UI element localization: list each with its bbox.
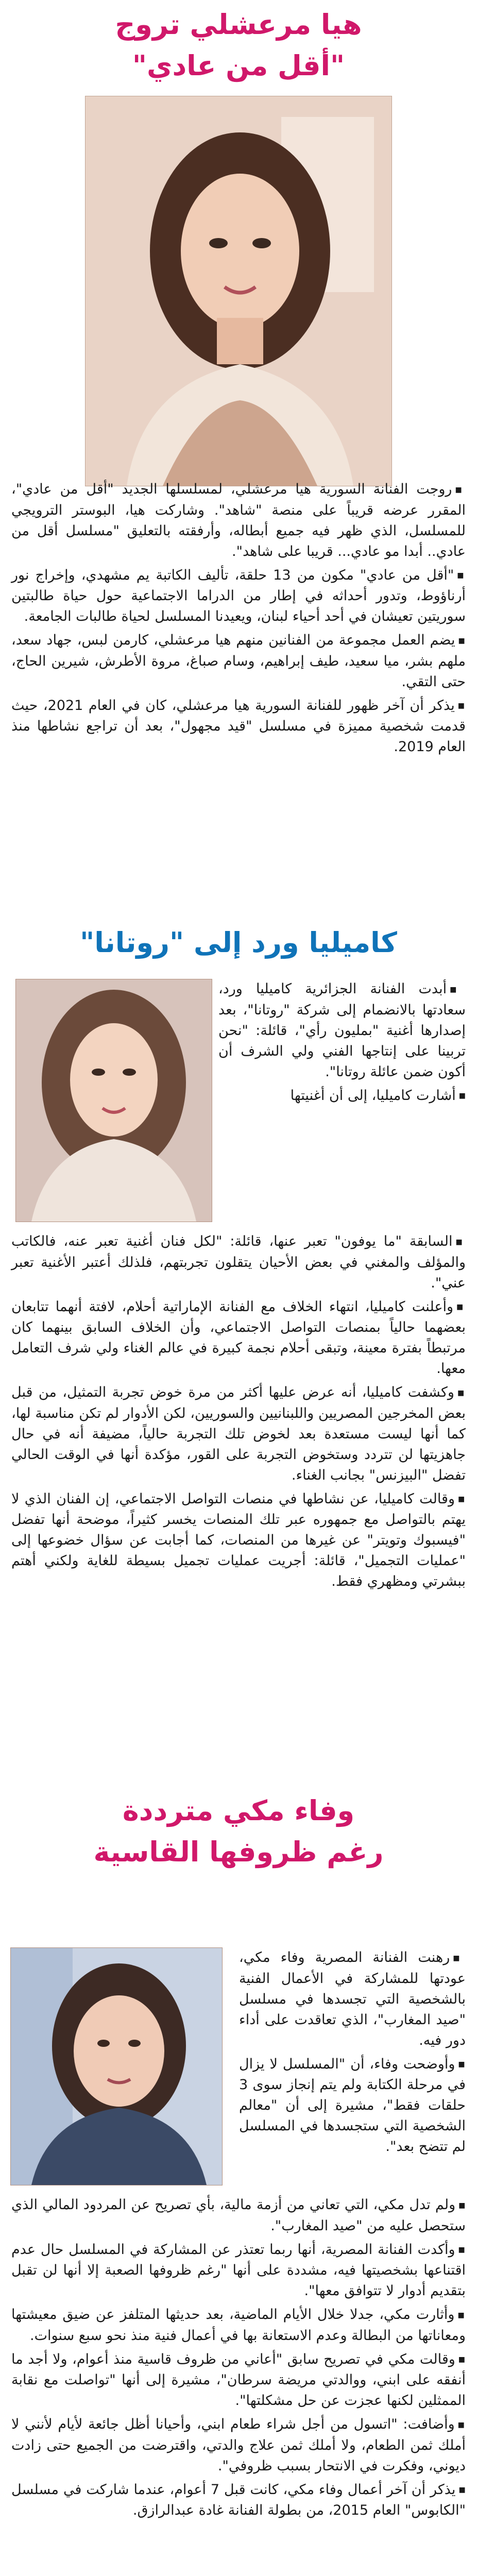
paragraph: ■ يذكر أن آخر ظهور للفنانة السورية هيا مرعشلي، كان في العام 2021، حيث قدمت شخصية مميزة في مسلسل "قيد مجهول"، بعد أن تراجع نشاطها منذ العام 2019. [11, 696, 466, 758]
article-camelia-ward [0, 912, 477, 1777]
paragraph: ■ أبدت الفنانة الجزائرية كاميليا ورد، سعادتها بالانضمام إلى شركة "روتانا"، بعد إصدارها أغنية "بمليون رأي"، قائلة: "نحن تربينا على إنتاجها الفني ولي الشرف أن أكون ضمن عائلة روتانا". [218, 979, 466, 1082]
portrait-illustration [16, 979, 212, 1222]
article-headline: كاميليا ورد إلى "روتانا" [80, 926, 397, 959]
paragraph: ■ يضم العمل مجموعة من الفنانين منهم هيا مرعشلي، كارمن لبس، جهاد سعد، ملهم بشر، ميا سعيد، طيف إبراهيم، وسام صباغ، مروة الأطرش، شيرين الحاج، حتى التقي. [11, 630, 466, 692]
paragraph: ■ وكشفت كاميليا، أنه عرض عليها أكثر من مرة خوض تجربة التمثيل، من قبل بعض المخرجين المصريين واللبنانيين والسوريين، لكن الأدوار لم تكن مناسبة لها، كما أنها ليست مستعدة بعد لخوض تلك التجربة حالياً، مضيفة أنه في حال جاهزيتها لن تتردد وستخوض التجربة على القور، مؤكدة أنها في الوقت الحالي تفضل "البيزنس" بجانب الغناء. [11, 1382, 466, 1486]
article-haya-marashli [0, 0, 477, 912]
article-photo [85, 96, 392, 486]
paragraph: ■ يذكر أن آخر أعمال وفاء مكي، كانت قبل 7 أعوام، عندما شاركت في مسلسل "الكابوس" العام 2015، من بطولة الفنانة غادة عبدالرازق. [11, 2480, 466, 2521]
portrait-illustration [86, 96, 391, 486]
article-body [11, 1231, 466, 1595]
paragraph: ■ رهنت الفنانة المصرية وفاء مكي، عودتها للمشاركة في الأعمال الفنية بالشخصية التي تجسدها في مسلسل "صيد المغارب"، الذي تعاقدت على أداء دور فيه. [239, 1947, 466, 2051]
portrait-illustration [11, 1948, 222, 2185]
article-photo [10, 1947, 223, 2185]
article-headline [0, 1777, 477, 1873]
paragraph: ■ وأعلنت كاميليا، انتهاء الخلاف مع الفنانة الإماراتية أحلام، لافتة أنهما تتابعان بعضهما حالياً بمنصات التواصل الاجتماعي، وأن الخلاف السابق بينهما كان مرتبطاً بفترة معينة، وتبقى أحلام نجمة كبيرة في عالم الغناء ولي شرف التعامل معها. [11, 1297, 466, 1380]
paragraph: ■ وأضافت: "اتسول من أجل شراء طعام ابني، وأحيانا أظل جائعة لأيام لأنني لا أملك ثمن الطعام، ولا أملك ثمن علاج والدتي، واقترضت من الجميع حتى زادت ديوني، وفكرت في الانتحار بسبب ظروفي". [11, 2414, 466, 2477]
headline-line-1: هيا مرعشلي تروج [115, 8, 362, 41]
paragraph: ■ وأثارت مكي، جدلا خلال الأيام الماضية، بعد حديثها المتلفز عن ضيق معيشتها ومعاناتها من البطالة وعدم الاستعانة بها في أعمال فنية منذ نحو سبع سنوات. [11, 2304, 466, 2346]
article-body [11, 2195, 466, 2524]
paragraph: ■ وأكدت الفنانة المصرية، أنها ربما تعتذر عن المشاركة في المسلسل حال عدم اقتناعها بشخصيتها فيه، مشددة على أنها "رغم ظروفها الصعبة إلا أنها لن تقبل بتقديم أدوار لا تتوافق معها". [11, 2240, 466, 2302]
article-photo [15, 979, 212, 1222]
paragraph: ■ وقالت كاميليا، عن نشاطها في منصات التواصل الاجتماعي، إن الفنان الذي لا يهتم بالتواصل مع جمهوره عبر تلك المنصات يخسر كثيراً، موضحة أنها تفضل "فيسبوك وتويتر" عن غيرها من المنصات، كما أجابت عن سؤال خضوعها إلى "عمليات التجميل"، قائلة: أجريت عمليات تجميل بسيطة للغاية ولكني أهتم ببشرتي ومظهري فقط. [11, 1489, 466, 1592]
article-headline [0, 0, 477, 87]
headline-line-2: رغم ظروفها القاسية [93, 1836, 384, 1868]
side-text-column [218, 979, 466, 1109]
article-wafaa-makki [0, 1777, 477, 2576]
paragraph: ■ وقالت مكي في تصريح سابق "أعاني من ظروف قاسية منذ أعوام، ولا أجد ما أنفقه على ابني، ووالدتي مريضة سرطان"، مشيرة إلى أنها "تواصلت مع نقابة الممثلين لكنها عجزت عن حل مشكلتها". [11, 2349, 466, 2412]
article-body [11, 479, 466, 760]
paragraph: ■ أشارت كاميليا، إلى أن أغنيتها [218, 1086, 466, 1107]
paragraph: ■ ولم تدل مكي، التي تعاني من أزمة مالية، بأي تصريح عن المردود المالي الذي ستحصل عليه من "صيد المغارب". [11, 2195, 466, 2236]
headline-line-1: وفاء مكي مترددة [122, 1794, 355, 1827]
headline-line-2: "أقل من عادي" [132, 49, 345, 82]
paragraph: ■ السابقة "ما يوفون" تعبر عنها، قائلة: "لكل فنان أغنية تعبر عنه، فالكاتب والمؤلف والمغني في بعض الأحيان يتقلون تجربتهم، فلذلك أعتبر الأغنية تعبر عني". [11, 1231, 466, 1294]
paragraph: ■ "أقل من عادي" مكون من 13 حلقة، تأليف الكاتبة يم مشهدي، وإخراج نور أرناؤوط، وتدور أحداثه في إطار من الدراما الاجتماعية حول حياة طالبتين سوريتين تعيشان في أحد أحياء لبنان، ويعيدنا المسلسل لحياة طالبات الجامعة. [11, 565, 466, 628]
side-text-column [239, 1947, 466, 2160]
paragraph: ■ روجت الفنانة السورية هيا مرعشلي، لمسلسلها الجديد "أقل من عادي"، المقرر عرضه قريباً على منصة "شاهد". وشاركت هيا، البوستر الترويجي للمسلسل، الذي ظهر فيه جميع أبطاله، وأرفقته بالتعليق "مسلسل أقل من عادي.. أبدا مو عادي... قريبا على شاهد". [11, 479, 466, 562]
paragraph: ■ وأوضحت وفاء، أن "المسلسل لا يزال في مرحلة الكتابة ولم يتم إنجاز سوى 3 حلقات فقط"، مشيرة إلى أن "معالم الشخصية التي ستجسدها في المسلسل لم تتضح بعد". [239, 2054, 466, 2158]
